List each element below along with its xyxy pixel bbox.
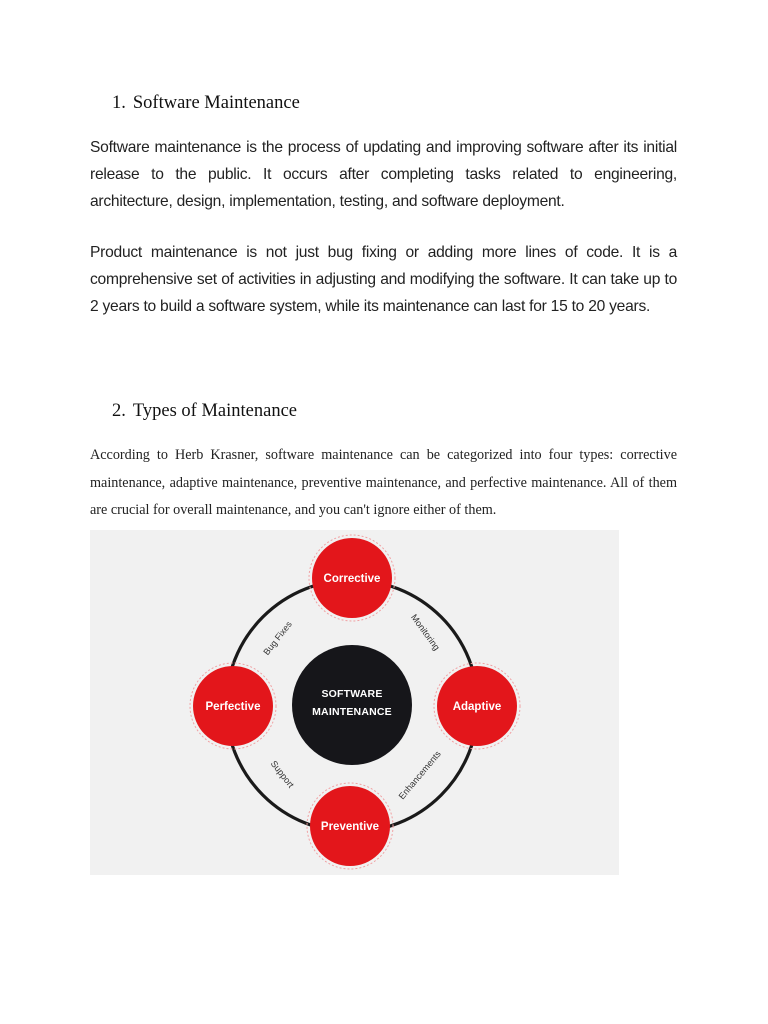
- section-1-number: 1.: [112, 93, 126, 113]
- center-label-line1: SOFTWARE: [321, 688, 383, 700]
- node-label-preventive: Preventive: [320, 821, 380, 833]
- section-2-heading: [112, 401, 297, 422]
- section-1-paragraph-2: Product maintenance is not just bug fixing or adding more lines of code. It is a comprehensive set of activities in adjusting and modifying the software. It can take up to 2 years to build a software system, while its maintenance can last for 15 to 20 years.: [90, 244, 677, 315]
- node-label-corrective: Corrective: [323, 573, 381, 585]
- node-label-perfective: Perfective: [205, 701, 261, 713]
- arc-label-enhancements-text: Enhancements: [396, 748, 443, 802]
- node-adaptive: [434, 663, 520, 749]
- arc-label-enhancements: [397, 748, 444, 801]
- node-label-adaptive: Adaptive: [452, 701, 502, 713]
- node-perfective: [190, 663, 276, 749]
- arc-label-support-text: Support: [268, 758, 297, 790]
- section-2-paragraph-1: According to Herb Krasner, software maintenance can be categorized into four types: corrective maintenance, adaptive maintenance, preventive maintenance, and perfective maintenance. All of them are crucial for overall maintenance, and you can't ignore either of them.: [90, 447, 677, 518]
- arc-label-support: [269, 759, 297, 790]
- center-label-line2: MAINTENANCE: [312, 706, 392, 718]
- arc-label-monitoring-text: Monitoring: [409, 612, 442, 653]
- section-2-title: Types of Maintenance: [132, 401, 297, 421]
- node-corrective: [309, 535, 395, 621]
- center-circle: [292, 645, 412, 765]
- section-1-title: Software Maintenance: [132, 93, 300, 113]
- arc-label-monitoring: [409, 612, 442, 652]
- diagram-svg: [90, 530, 619, 875]
- node-preventive: [307, 783, 393, 869]
- section-1-paragraph-1: Software maintenance is the process of updating and improving software after its initial release to the public. It occurs after completing tasks related to engineering, architecture, design, implementation, testing, and software deployment.: [90, 139, 677, 210]
- section-1-heading: [112, 93, 300, 114]
- arc-label-bug-fixes: [261, 619, 294, 657]
- maintenance-types-diagram: [90, 530, 619, 875]
- arc-label-bug-fixes-text: Bug Fixes: [261, 619, 294, 658]
- section-2-number: 2.: [112, 401, 126, 421]
